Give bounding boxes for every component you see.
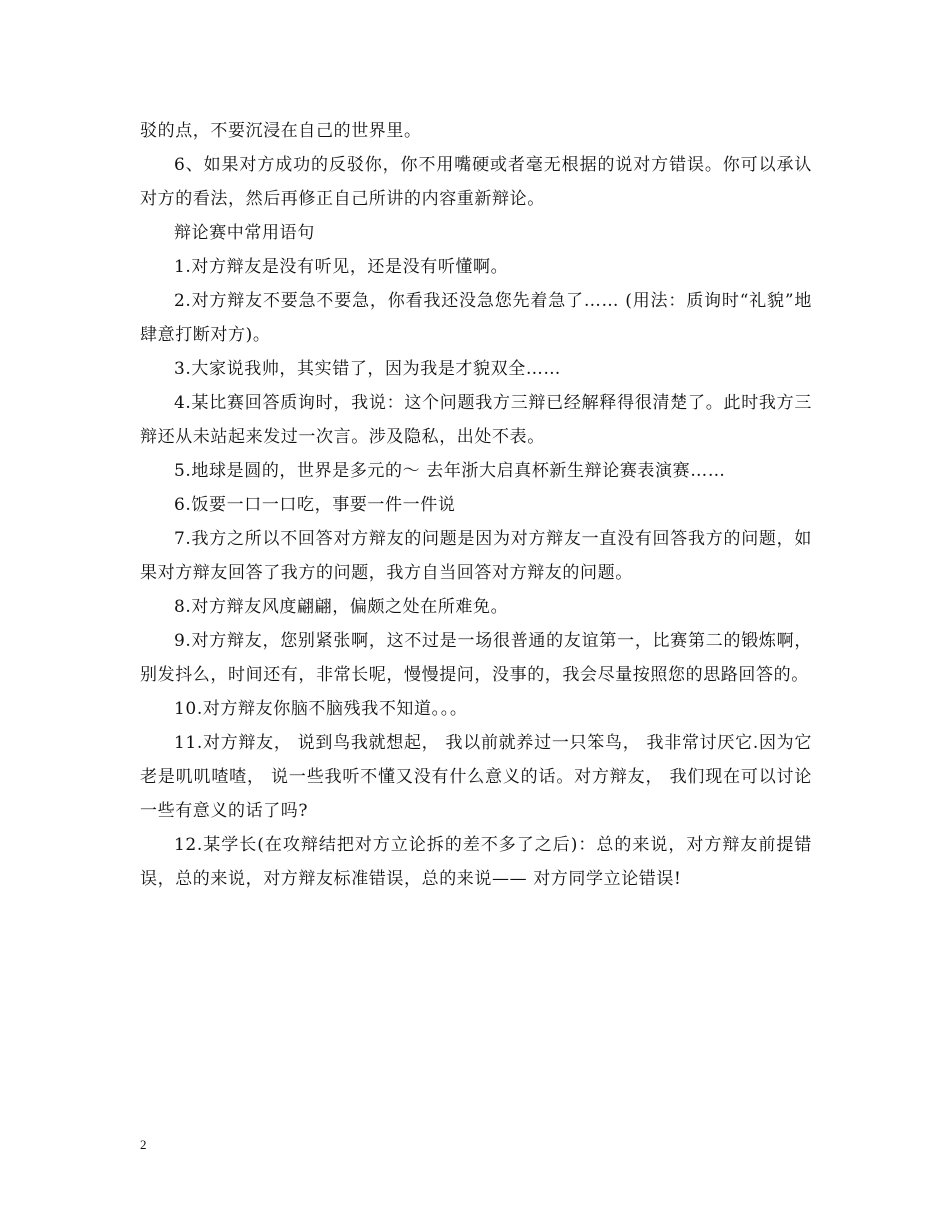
list-item: 5.地球是圆的，世界是多元的～ 去年浙大启真杯新生辩论赛表演赛……	[174, 461, 726, 481]
list-item: 6.饭要一口一口吃，事要一件一件说	[174, 495, 456, 515]
list-item: 7.我方之所以不回答对方辩友的问题是因为对方辩友一直没有回答我方的问题，如果对方辩友回答了我方的问题，我方自当回答对方辩友的问题。	[140, 529, 812, 583]
list-item: 12.某学长(在攻辩结把对方立论拆的差不多了之后)：总的来说，对方辩友前提错误，总的来说，对方辩友标准错误，总的来说—— 对方同学立论错误!	[140, 835, 812, 889]
list-item: 2.对方辩友不要急不要急，你看我还没急您先着急了…… (用法：质询时“礼貌”地肆意打断对方)。	[140, 291, 812, 345]
paragraph-continuation: 驳的点，不要沉浸在自己的世界里。	[140, 121, 422, 141]
list-item: 8.对方辩友风度翩翩，偏颇之处在所难免。	[174, 597, 509, 617]
list-item: 1.对方辩友是没有听见，还是没有听懂啊。	[174, 257, 509, 277]
document-body	[140, 114, 812, 896]
list-item: 11.对方辩友， 说到鸟我就想起， 我以前就养过一只笨鸟， 我非常讨厌它.因为它老是叽叽喳喳， 说一些我听不懂又没有什么意义的话。对方辩友， 我们现在可以讨论一些有意义的话了吗?	[140, 733, 812, 821]
list-item: 9.对方辩友，您别紧张啊，这不过是一场很普通的友谊第一，比赛第二的锻炼啊，别发抖么，时间还有，非常长呢，慢慢提问，没事的，我会尽量按照您的思路回答的。	[140, 631, 812, 685]
list-item: 10.对方辩友你脑不脑残我不知道。。。	[174, 699, 468, 719]
list-item: 4.某比赛回答质询时，我说：这个问题我方三辩已经解释得很清楚了。此时我方三辩还从未站起来发过一次言。涉及隐私，出处不表。	[140, 393, 812, 447]
page-number: 2	[140, 1137, 147, 1152]
list-item: 3.大家说我帅，其实错了，因为我是才貌双全……	[174, 359, 562, 379]
section-heading: 辩论赛中常用语句	[174, 223, 315, 243]
paragraph-tip-6: 6、如果对方成功的反驳你，你不用嘴硬或者毫无根据的说对方错误。你可以承认对方的看法，然后再修正自己所讲的内容重新辩论。	[140, 155, 812, 209]
